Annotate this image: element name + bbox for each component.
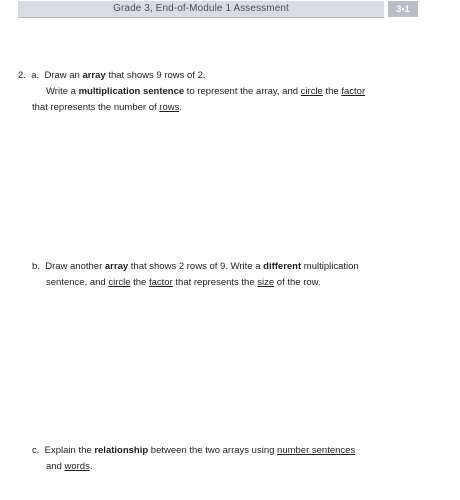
assessment-title: Grade 3, End-of-Module 1 Assessment (113, 3, 289, 14)
bold-term: relationship (94, 445, 149, 456)
text: the (130, 277, 149, 288)
part-a-letter: a. (31, 70, 40, 81)
text: to represent the array, and (184, 86, 301, 97)
bold-term: array (82, 70, 106, 81)
text: between the two arrays using (148, 445, 278, 456)
module-badge: 3•1 (388, 1, 418, 17)
problem-2a-line-2 (46, 84, 365, 100)
part-b-letter: b. (32, 261, 40, 272)
underlined-term: circle (300, 86, 323, 97)
problem-2a-line-3 (32, 100, 182, 116)
text: sentence, and (46, 277, 109, 288)
underlined-term: words (64, 461, 90, 472)
text: . (179, 102, 182, 113)
underlined-term: number sentences (277, 445, 356, 456)
text: Draw another (45, 261, 105, 272)
text: multiplication (301, 261, 359, 272)
part-c-letter: c. (32, 445, 40, 456)
bold-term: different (263, 261, 302, 272)
text: that represents the number of (32, 102, 160, 113)
text: of the row. (274, 277, 321, 288)
text: that represents the (172, 277, 258, 288)
underlined-term: factor (149, 277, 173, 288)
bold-term: multiplication sentence (78, 86, 185, 97)
text: that shows 2 rows of 9. Write a (128, 261, 264, 272)
problem-2b-line-2 (46, 275, 321, 291)
underlined-term: rows (159, 102, 180, 113)
text: the (322, 86, 342, 97)
problem-number: 2. (18, 70, 26, 81)
problem-2c-line-2 (46, 459, 92, 475)
underlined-term: factor (341, 86, 366, 97)
header-bar (18, 1, 384, 18)
underlined-term: circle (108, 277, 131, 288)
text: and (46, 461, 65, 472)
text: that shows 9 rows of 2. (105, 70, 206, 81)
underlined-term: size (257, 277, 275, 288)
text: . (89, 461, 93, 472)
text: Explain the (44, 445, 95, 456)
bold-term: array (104, 261, 129, 272)
problem-2c-line-1 (32, 443, 355, 459)
text: Draw an (44, 70, 83, 81)
text: Write a (46, 86, 79, 97)
problem-2b-line-1 (32, 259, 359, 275)
problem-2a-line-1 (18, 68, 206, 84)
